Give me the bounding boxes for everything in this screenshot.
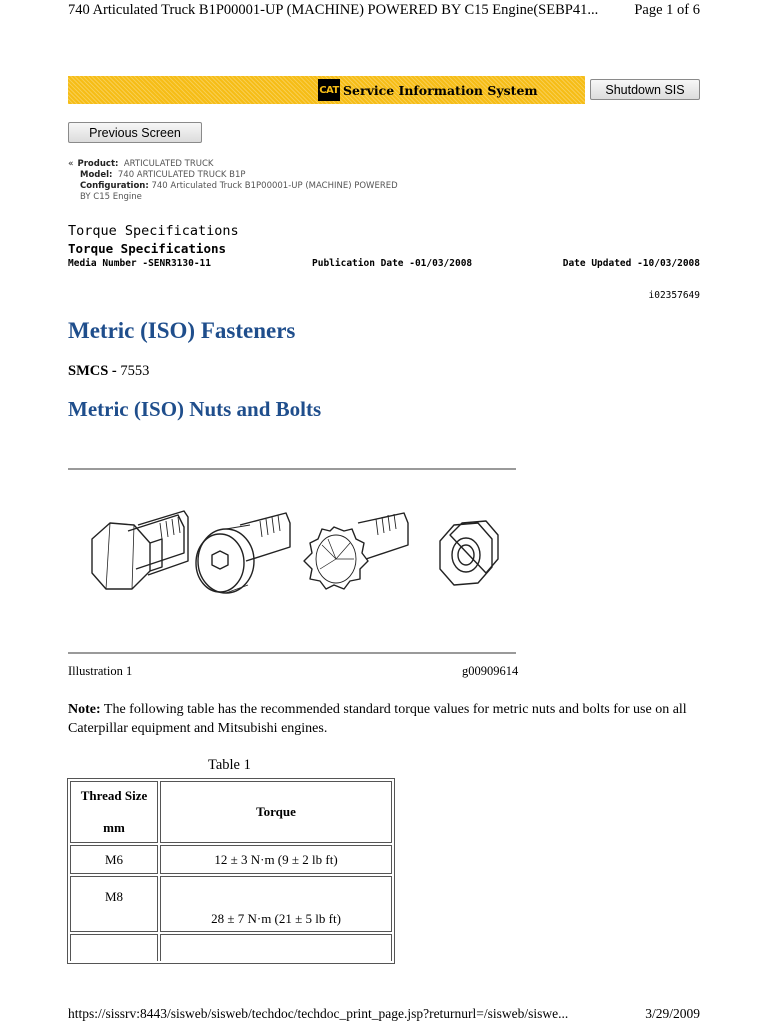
illustration-label: Illustration 1 bbox=[68, 664, 133, 678]
illustration-top-rule bbox=[68, 468, 516, 470]
heading-nuts-bolts: Metric (ISO) Nuts and Bolts bbox=[68, 397, 322, 421]
note-label: Note: bbox=[68, 702, 101, 717]
doc-subtitle: Torque Specifications bbox=[68, 241, 227, 256]
header-thread-size-label: Thread Size bbox=[80, 788, 148, 803]
smcs-label: SMCS - bbox=[68, 363, 117, 379]
header-torque: Torque bbox=[160, 781, 392, 843]
smcs-code bbox=[68, 363, 149, 380]
hex-nut-icon bbox=[440, 521, 498, 585]
print-header-title: 740 Articulated Truck B1P00001-UP (MACHINE) POWERED BY C15 Engine(SEBP41... bbox=[68, 2, 599, 18]
torque-table bbox=[67, 778, 395, 964]
footer-date: 3/29/2009 bbox=[645, 1006, 700, 1021]
publication-date: Publication Date -01/03/2008 bbox=[312, 258, 473, 269]
cell-torque bbox=[160, 934, 392, 961]
page-indicator: Page 1 of 6 bbox=[634, 2, 700, 18]
footer-url: https://sissrv:8443/sisweb/sisweb/techdoc/techdoc_print_page.jsp?returnurl=/sisweb/siswe... bbox=[68, 1006, 569, 1021]
media-number: Media Number -SENR3130-11 bbox=[68, 258, 211, 269]
table-row bbox=[70, 876, 392, 932]
shutdown-sis-button[interactable]: Shutdown SIS bbox=[590, 79, 700, 100]
illustration-bottom-rule bbox=[68, 652, 516, 654]
cat-logo-icon: CAT bbox=[318, 79, 340, 101]
header-thread-size bbox=[70, 781, 158, 843]
cell-torque: 28 ± 7 N·m (21 ± 5 lb ft) bbox=[160, 876, 392, 932]
previous-screen-button[interactable]: Previous Screen bbox=[68, 122, 202, 143]
table-caption: Table 1 bbox=[208, 757, 251, 773]
note-text: The following table has the recommended standard torque values for metric nuts and bolts for use on all Caterpillar equipment and Mitsubishi engines. bbox=[68, 702, 687, 736]
hex-bolt-icon bbox=[92, 511, 188, 589]
document-id: i02357649 bbox=[648, 290, 700, 301]
table-row bbox=[70, 934, 392, 961]
socket-head-bolt-icon bbox=[196, 513, 290, 593]
product-info bbox=[68, 159, 398, 203]
table-header-row bbox=[70, 781, 392, 843]
smcs-value: 7553 bbox=[120, 363, 150, 379]
cell-thread: M6 bbox=[70, 845, 158, 874]
configuration-label: Configuration: bbox=[80, 181, 149, 191]
doc-title: Torque Specifications bbox=[68, 223, 239, 239]
cell-thread: M8 bbox=[70, 876, 158, 932]
note-paragraph bbox=[68, 700, 708, 738]
back-arrow-icon[interactable]: « bbox=[68, 159, 74, 169]
fastener-illustration bbox=[80, 495, 510, 615]
cell-thread bbox=[70, 934, 158, 961]
configuration-value: 740 Articulated Truck B1P00001-UP (MACHINE) POWERED bbox=[151, 181, 398, 191]
model-label: Model: bbox=[80, 170, 113, 180]
twelve-point-bolt-icon bbox=[304, 513, 408, 589]
heading-metric-fasteners: Metric (ISO) Fasteners bbox=[68, 318, 296, 343]
configuration-value-cont: BY C15 Engine bbox=[80, 192, 142, 202]
product-value: ARTICULATED TRUCK bbox=[123, 159, 214, 169]
cell-torque: 12 ± 3 N·m (9 ± 2 lb ft) bbox=[160, 845, 392, 874]
model-value: 740 ARTICULATED TRUCK B1P bbox=[117, 170, 246, 180]
table-row bbox=[70, 845, 392, 874]
header-thread-size-unit: mm bbox=[103, 820, 125, 835]
illustration-id: g00909614 bbox=[462, 664, 519, 678]
product-label: Product: bbox=[77, 159, 119, 169]
date-updated: Date Updated -10/03/2008 bbox=[562, 258, 700, 269]
sis-logo bbox=[318, 78, 538, 102]
sis-title: Service Information System bbox=[343, 82, 538, 98]
